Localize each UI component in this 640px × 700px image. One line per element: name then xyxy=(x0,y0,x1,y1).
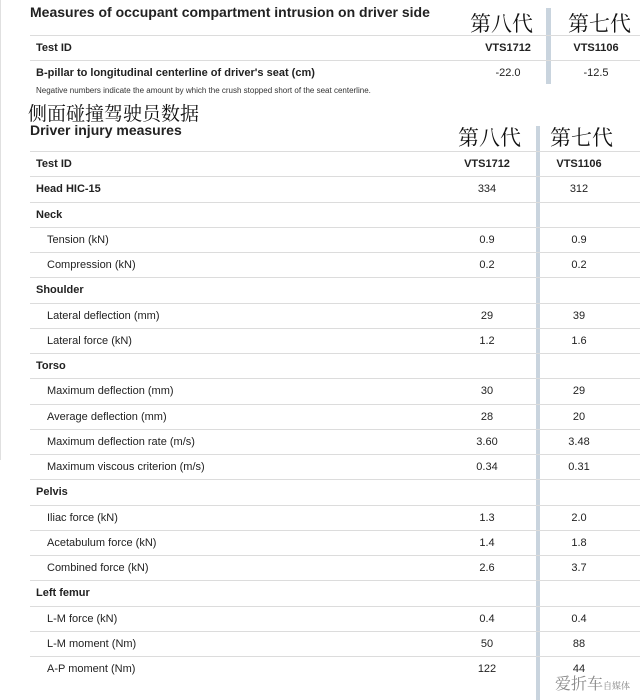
intrusion-section-title: Measures of occupant compartment intrusion on driver side xyxy=(30,4,430,20)
watermark xyxy=(555,671,630,694)
injury-section-title: Driver injury measures xyxy=(30,122,182,138)
injury-row xyxy=(30,555,640,581)
gen7-label-top: 第七代 xyxy=(568,12,631,36)
gen8-value: VTS1712 xyxy=(485,42,531,54)
gen7-value: 44 xyxy=(572,663,586,675)
gen7-value: 1.8 xyxy=(571,536,587,549)
gen7-value: 88 xyxy=(572,637,586,650)
row-label: B-pillar to longitudinal centerline of driver's seat (cm) xyxy=(36,67,315,79)
injury-row xyxy=(30,151,640,177)
injury-row xyxy=(30,404,640,430)
gen7-label-injury: 第七代 xyxy=(550,126,613,150)
intrusion-footnote: Negative numbers indicate the amount by which the crush stopped short of the seat centerline. xyxy=(36,86,371,95)
gen7-value: 3.48 xyxy=(568,435,590,448)
injury-row xyxy=(30,353,640,379)
side-impact-cn-title: 侧面碰撞驾驶员数据 xyxy=(28,103,200,125)
gen7-value: VTS1106 xyxy=(573,42,619,54)
gen8-value: 3.60 xyxy=(476,435,498,448)
gen8-label-injury: 第八代 xyxy=(458,126,521,150)
injury-row xyxy=(30,454,640,480)
row-label: Maximum deflection (mm) xyxy=(47,385,174,398)
row-label: Acetabulum force (kN) xyxy=(47,536,157,549)
gen8-value: 30 xyxy=(480,385,494,398)
gen8-value: 0.2 xyxy=(479,259,495,271)
gen7-value: 0.4 xyxy=(571,612,587,625)
row-label: Test ID xyxy=(36,42,72,54)
row-label: Test ID xyxy=(36,158,72,170)
injury-row xyxy=(30,429,640,455)
injury-row xyxy=(30,479,640,505)
row-label: Maximum deflection rate (m/s) xyxy=(47,435,195,448)
gen8-value: -22.0 xyxy=(495,67,521,79)
injury-row xyxy=(30,227,640,253)
gen8-value: 28 xyxy=(480,410,494,423)
gen7-value: 0.31 xyxy=(568,461,590,473)
gen8-value: 50 xyxy=(480,637,494,650)
injury-row xyxy=(30,303,640,329)
gen8-value: 0.34 xyxy=(476,461,498,473)
gen7-value: 39 xyxy=(572,309,586,322)
row-label: Tension (kN) xyxy=(47,233,109,246)
row-label: Pelvis xyxy=(36,486,68,499)
injury-row xyxy=(30,580,640,606)
gen8-value: 29 xyxy=(480,309,494,322)
gen7-value: 20 xyxy=(572,410,586,423)
gen8-value: 0.4 xyxy=(479,612,495,625)
row-label: Compression (kN) xyxy=(47,259,136,271)
gen7-value: 312 xyxy=(569,183,589,196)
row-label: Head HIC-15 xyxy=(36,183,101,196)
injury-row xyxy=(30,328,640,354)
gen8-value: VTS1712 xyxy=(464,158,510,170)
gen8-value: 1.3 xyxy=(479,511,495,524)
watermark-sub: 自媒体 xyxy=(602,682,630,692)
gen8-value: 334 xyxy=(477,183,497,196)
gen8-value: 2.6 xyxy=(479,562,495,574)
gen7-value: 2.0 xyxy=(571,511,587,524)
row-label: L-M force (kN) xyxy=(47,612,118,625)
watermark-main: 爱折车 xyxy=(554,674,603,693)
injury-row xyxy=(30,606,640,632)
intrusion-row-b-pillar xyxy=(30,60,640,86)
row-label: Neck xyxy=(36,208,63,221)
gen7-value: -12.5 xyxy=(583,67,609,79)
gen7-value: 0.9 xyxy=(571,233,587,246)
gen8-value: 0.9 xyxy=(479,233,495,246)
gen7-value: 29 xyxy=(572,385,586,398)
row-label: Torso xyxy=(36,360,66,372)
injury-row xyxy=(30,252,640,278)
injury-row xyxy=(30,202,640,228)
injury-row xyxy=(30,530,640,556)
row-label: Lateral deflection (mm) xyxy=(47,309,160,322)
injury-row xyxy=(30,277,640,303)
injury-row xyxy=(30,631,640,657)
injury-row xyxy=(30,656,640,682)
gen8-value: 1.4 xyxy=(479,536,495,549)
gen8-value: 122 xyxy=(477,663,497,675)
row-label: Average deflection (mm) xyxy=(47,410,167,423)
injury-row xyxy=(30,378,640,404)
intrusion-row-test-id xyxy=(30,35,640,61)
left-border-line xyxy=(0,0,1,460)
row-label: L-M moment (Nm) xyxy=(47,637,137,650)
injury-row xyxy=(30,176,640,202)
gen7-value: 3.7 xyxy=(571,562,587,574)
row-label: A-P moment (Nm) xyxy=(47,663,136,675)
gen7-value: 0.2 xyxy=(571,259,587,271)
gen7-value: VTS1106 xyxy=(556,158,602,170)
gen8-value: 1.2 xyxy=(479,334,495,347)
injury-row xyxy=(30,505,640,531)
row-label: Left femur xyxy=(36,587,90,600)
gen7-value: 1.6 xyxy=(571,334,587,347)
row-label: Shoulder xyxy=(36,284,84,297)
row-label: Lateral force (kN) xyxy=(47,334,132,347)
gen8-label-top: 第八代 xyxy=(470,12,533,36)
row-label: Iliac force (kN) xyxy=(47,511,118,524)
row-label: Maximum viscous criterion (m/s) xyxy=(47,461,205,473)
row-label: Combined force (kN) xyxy=(47,562,149,574)
